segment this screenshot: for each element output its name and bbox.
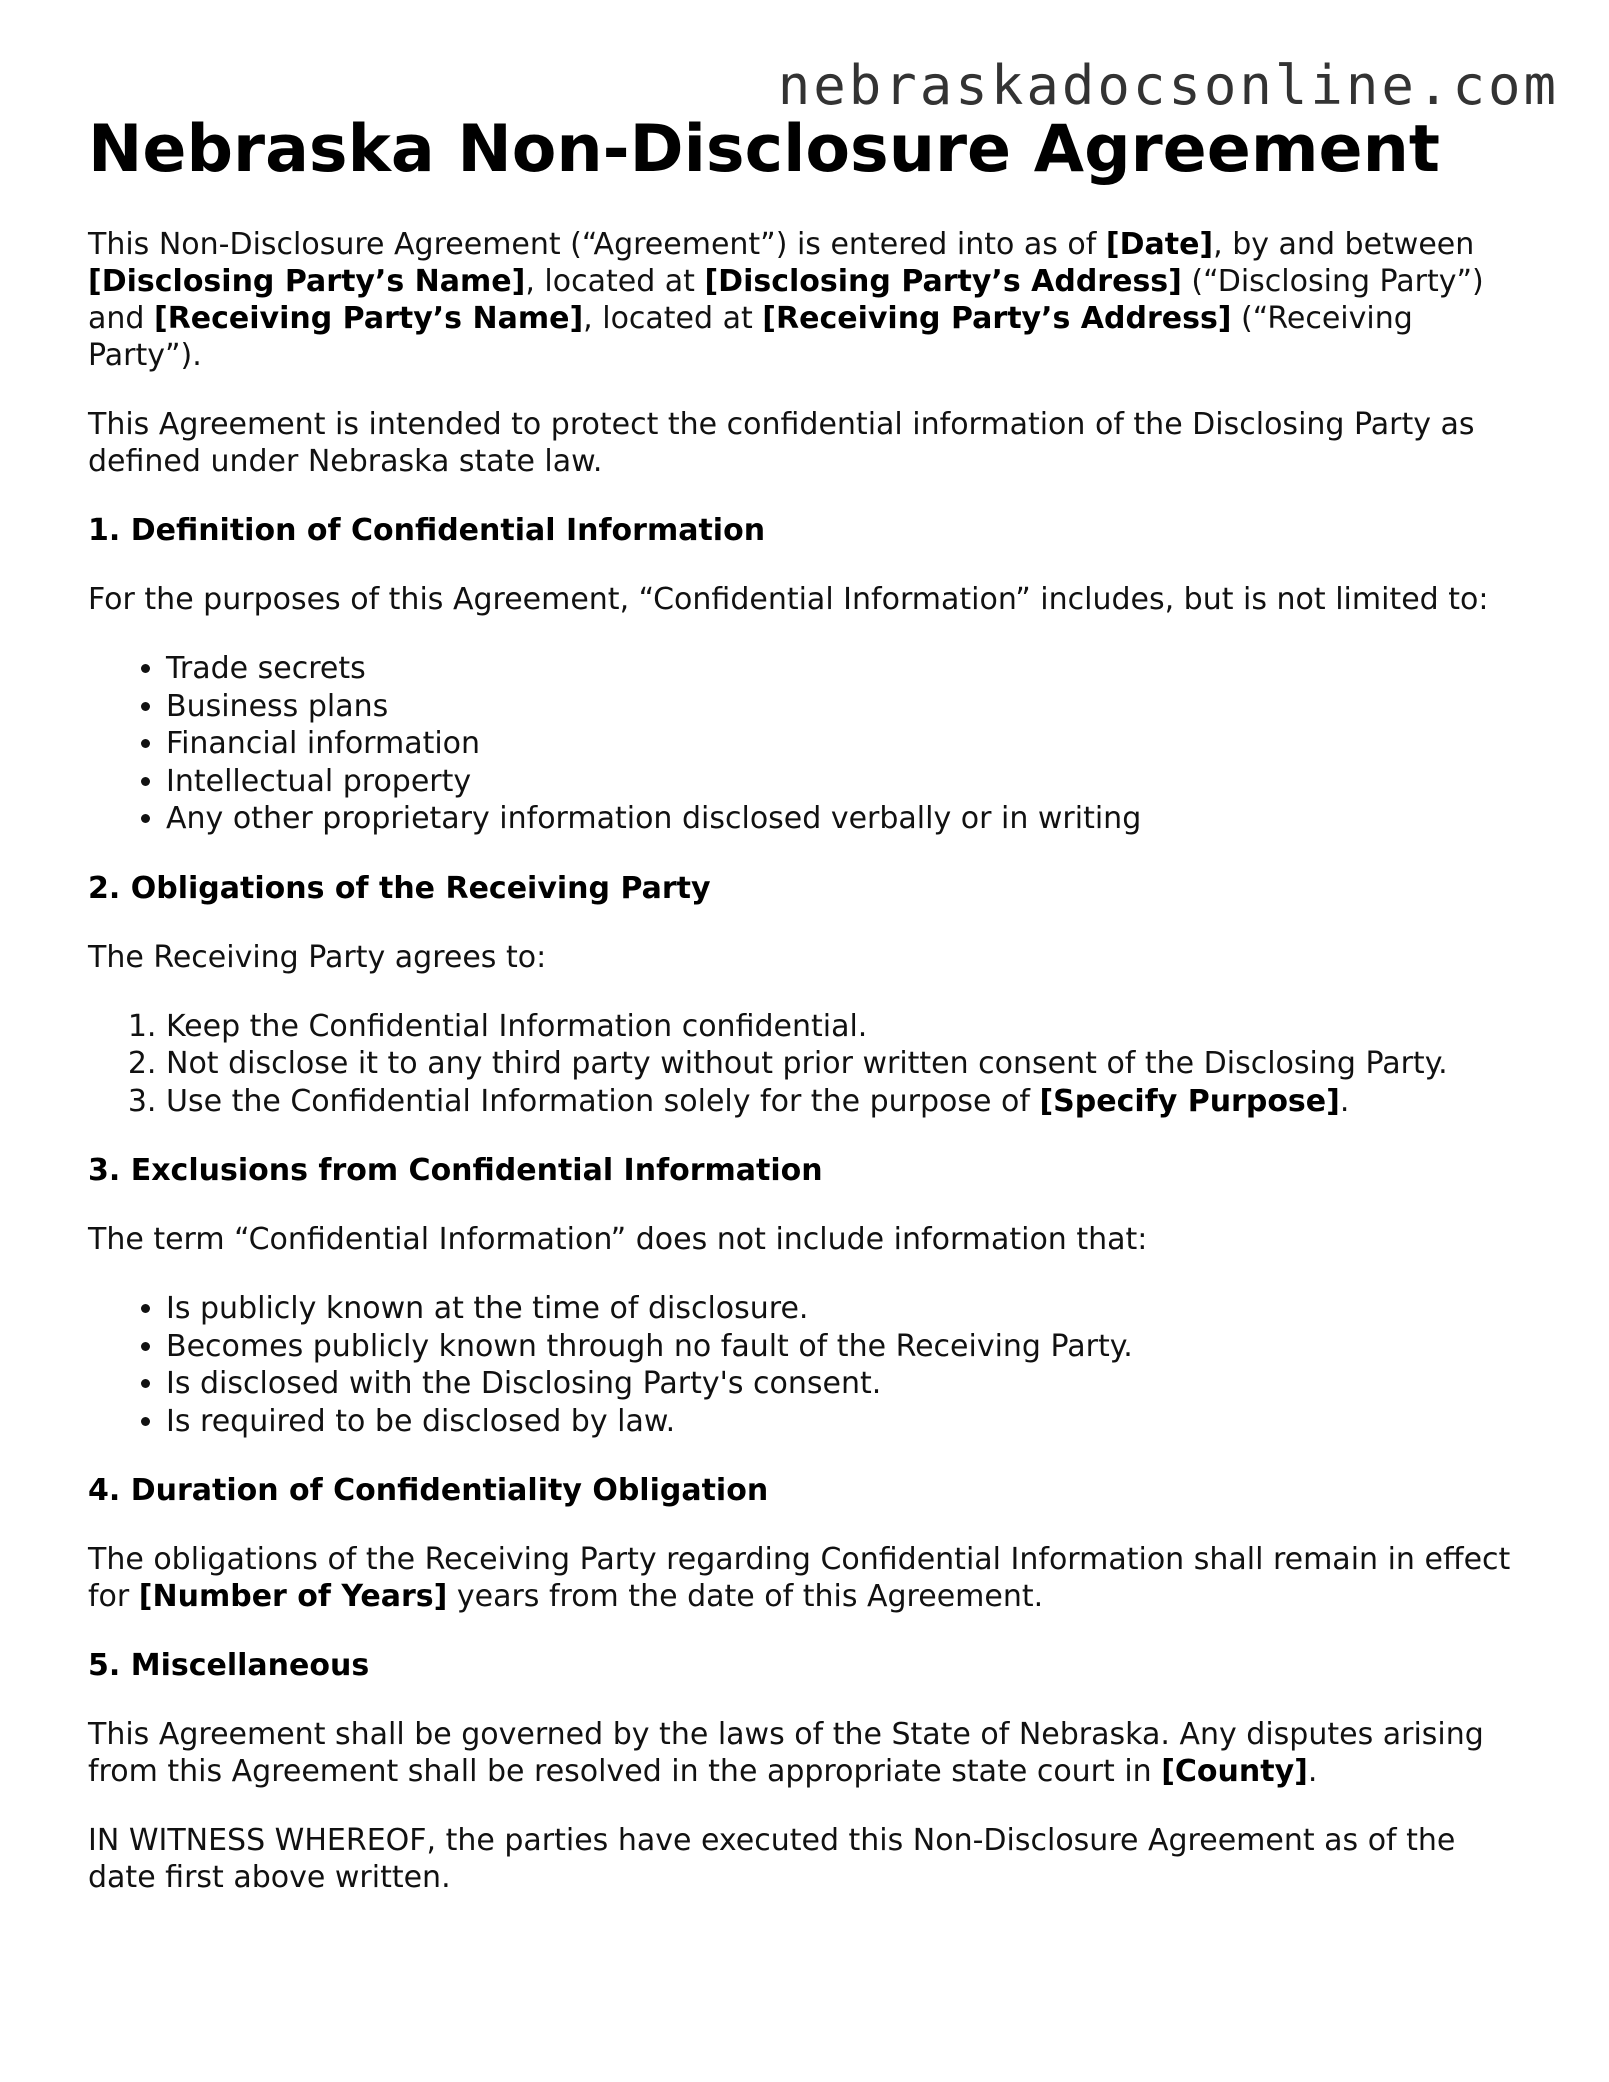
- list-item: • Trade secrets: [166, 650, 1518, 688]
- list-item: • Becomes publicly known through no fault of the Receiving Party.: [166, 1328, 1518, 1366]
- specify-purpose-placeholder: [Specify Purpose]: [1039, 1083, 1340, 1119]
- list-item: • Is required to be disclosed by law.: [166, 1403, 1518, 1441]
- obligations-list: [88, 1008, 1518, 1121]
- intro-text-6: (“Receiving Party”).: [88, 301, 1413, 373]
- purpose-paragraph: This Agreement is intended to protect the confidential information of the Disclosing Party as defined under Nebraska state law.: [88, 407, 1475, 479]
- section-2-heading: 2. Obligations of the Receiving Party: [88, 870, 711, 906]
- document-title: Nebraska Non-Disclosure Agreement: [88, 112, 1440, 187]
- intro-text-5: , located at: [583, 301, 763, 336]
- section-1-text: For the purposes of this Agreement, “Confidential Information” includes, but is not limited to:: [88, 582, 1489, 617]
- list-item: • Financial information: [166, 725, 1518, 763]
- section-5-text: [88, 1716, 1518, 1790]
- list-item: • Intellectual property: [166, 763, 1518, 801]
- section-4-text-2: years from the date of this Agreement.: [447, 1579, 1044, 1614]
- section-5-text-2: .: [1307, 1754, 1318, 1789]
- exclusions-list: [88, 1290, 1518, 1440]
- intro-text-2: , by and between: [1213, 227, 1475, 262]
- section-5-heading: 5. Miscellaneous: [88, 1648, 370, 1683]
- date-placeholder: [Date]: [1105, 227, 1214, 262]
- list-item: • Is publicly known at the time of disclosure.: [166, 1290, 1518, 1328]
- section-4-heading: 4. Duration of Confidentiality Obligation: [88, 1473, 769, 1508]
- list-item: 1. Keep the Confidential Information confidential.: [166, 1008, 1518, 1046]
- disclosing-party-name-placeholder: [Disclosing Party’s Name]: [88, 264, 526, 299]
- section-3-text: The term “Confidential Information” does not include information that:: [88, 1222, 1148, 1257]
- county-placeholder: [County]: [1161, 1754, 1308, 1789]
- section-4-text: [88, 1541, 1518, 1615]
- section-2-text: The Receiving Party agrees to:: [88, 939, 547, 975]
- number-of-years-placeholder: [Number of Years]: [138, 1579, 448, 1614]
- witness-paragraph: IN WITNESS WHEREOF, the parties have executed this Non-Disclosure Agreement as of the date first above written.: [88, 1823, 1456, 1895]
- list-item: • Is disclosed with the Disclosing Party's consent.: [166, 1365, 1518, 1403]
- section-5-text-1: This Agreement shall be governed by the laws of the State of Nebraska. Any disputes arising from this Agreement shall be resolved in the appropriate state court in: [88, 1717, 1484, 1789]
- disclosing-party-address-placeholder: [Disclosing Party’s Address]: [704, 264, 1182, 299]
- list-item: • Any other proprietary information disclosed verbally or in writing: [166, 800, 1518, 838]
- section-3-heading: 3. Exclusions from Confidential Information: [88, 1153, 823, 1188]
- list-item: [166, 1083, 1518, 1121]
- item-3-end: .: [1339, 1083, 1350, 1119]
- section-1-heading: 1. Definition of Confidential Information: [88, 513, 766, 548]
- intro-text-4: (“Disclosing Party”) and: [88, 264, 1484, 336]
- confidential-info-list: [88, 650, 1518, 838]
- item-3-text: Use the Confidential Information solely for the purpose of: [166, 1083, 1040, 1119]
- intro-text-3: , located at: [525, 264, 705, 299]
- intro-paragraph: [88, 226, 1518, 374]
- document-body: [88, 112, 1518, 1928]
- list-item: 2. Not disclose it to any third party without prior written consent of the Disclosing Party.: [166, 1045, 1518, 1083]
- list-item: • Business plans: [166, 688, 1518, 726]
- section-4-text-1: The obligations of the Receiving Party regarding Confidential Information shall remain in effect for: [88, 1542, 1511, 1614]
- site-watermark: nebraskadocsonline.com: [777, 54, 1559, 117]
- intro-text-1: This Non-Disclosure Agreement (“Agreement”) is entered into as of: [88, 227, 1106, 262]
- receiving-party-name-placeholder: [Receiving Party’s Name]: [153, 301, 584, 336]
- receiving-party-address-placeholder: [Receiving Party’s Address]: [762, 301, 1232, 336]
